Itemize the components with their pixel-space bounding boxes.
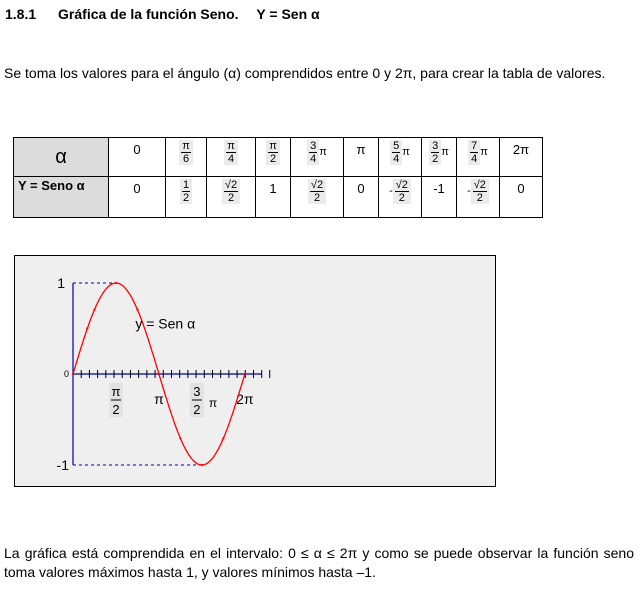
- y-cell-numerator: √2: [395, 179, 408, 191]
- y-header: Y = Seno α: [14, 177, 109, 218]
- alpha-cell-numerator: π: [227, 140, 235, 152]
- y-cell-numerator: √2: [224, 179, 238, 191]
- y-tick-label: 0: [63, 369, 69, 379]
- alpha-cell-suffix: π: [319, 146, 327, 158]
- y-cell-text: -1: [433, 181, 445, 196]
- y-cell-text: 0: [357, 181, 365, 196]
- alpha-cell-numerator: π: [269, 140, 277, 152]
- alpha-cell: [109, 138, 166, 177]
- alpha-cell-fraction: [224, 140, 238, 165]
- y-cell-denominator: 2: [476, 192, 483, 204]
- alpha-cell: [166, 138, 207, 177]
- y-cell-numerator: √2: [473, 179, 486, 191]
- conclusion-paragraph: La gráfica está comprendida en el intervalo: 0 ≤ α ≤ 2π y como se puede observar la función seno toma valores máximos hasta 1, y valores mínimos hasta –1.: [4, 545, 634, 580]
- alpha-cell-denominator: 2: [432, 153, 439, 165]
- alpha-cell-denominator: 4: [310, 153, 317, 165]
- alpha-cell-suffix: π: [402, 146, 410, 158]
- y-tick-label: 1: [57, 275, 65, 291]
- section-heading: [5, 6, 320, 22]
- values-table: [13, 137, 543, 218]
- y-cell: [207, 177, 256, 218]
- alpha-cell-numerator: 3: [310, 140, 317, 152]
- sine-data-point: [244, 373, 246, 375]
- y-cell: [109, 177, 166, 218]
- sine-data-point: [222, 437, 224, 439]
- sine-data-point: [115, 282, 117, 284]
- alpha-cell-fraction: [468, 140, 480, 165]
- alpha-cell-numerator: π: [182, 140, 190, 152]
- alpha-row: [14, 138, 543, 177]
- sine-data-point: [72, 373, 74, 375]
- alpha-cell-suffix: π: [441, 146, 449, 158]
- alpha-cell: [344, 138, 379, 177]
- x-tick-label: π: [154, 391, 164, 407]
- y-cell: [457, 177, 500, 218]
- y-cell: [256, 177, 291, 218]
- section-title: Gráfica de la función Seno.: [58, 6, 239, 22]
- sine-data-point: [201, 464, 203, 466]
- sine-data-point: [93, 308, 95, 310]
- x-tick-label: 2π: [236, 391, 254, 407]
- y-row: [14, 177, 543, 218]
- alpha-cell-text: 0: [133, 142, 141, 157]
- alpha-cell-denominator: 4: [471, 153, 478, 165]
- y-cell-prefix: -: [467, 185, 471, 197]
- y-cell: [291, 177, 344, 218]
- y-cell-numerator: 1: [182, 179, 190, 191]
- alpha-cell: [422, 138, 457, 177]
- y-cell: [166, 177, 207, 218]
- y-cell-fraction: [308, 179, 326, 204]
- curve-annotation: y = Sen α: [135, 315, 196, 332]
- alpha-cell-text: 2π: [512, 142, 530, 157]
- y-cell-text: 0: [133, 181, 141, 196]
- y-cell: [422, 177, 457, 218]
- alpha-cell-fraction: [429, 140, 441, 165]
- alpha-cell-numerator: 5: [393, 140, 400, 152]
- alpha-cell: [207, 138, 256, 177]
- intro-paragraph: Se toma los valores para el ángulo (α) comprendidos entre 0 y 2π, para crear la tabla de valores.: [4, 65, 606, 81]
- y-cell-denominator: 2: [182, 192, 190, 204]
- x-tick-numerator: 3: [193, 384, 201, 399]
- y-cell-fraction: [393, 179, 411, 204]
- y-cell-text: 1: [269, 181, 277, 196]
- alpha-cell-fraction: [307, 140, 319, 165]
- y-cell-denominator: 2: [398, 192, 405, 204]
- y-cell-numerator: √2: [310, 179, 324, 191]
- alpha-cell-fraction: [266, 140, 280, 165]
- alpha-cell-numerator: 3: [432, 140, 439, 152]
- alpha-cell-fraction: [179, 140, 193, 165]
- sine-data-point: [158, 373, 160, 375]
- y-tick-label: -1: [56, 457, 69, 473]
- y-cell-prefix: -: [389, 185, 393, 197]
- alpha-cell-denominator: 2: [269, 153, 277, 165]
- y-cell: [500, 177, 543, 218]
- x-tick-numerator: π: [111, 384, 121, 399]
- y-cell-fraction: [180, 179, 192, 204]
- alpha-cell-fraction: [390, 140, 402, 165]
- y-cell: [344, 177, 379, 218]
- alpha-cell: [379, 138, 422, 177]
- alpha-cell: [256, 138, 291, 177]
- x-tick-denominator: 2: [193, 402, 201, 417]
- alpha-cell-denominator: 6: [182, 153, 190, 165]
- y-cell-denominator: 2: [313, 192, 321, 204]
- alpha-cell-denominator: 4: [393, 153, 400, 165]
- alpha-cell-numerator: 7: [471, 140, 478, 152]
- alpha-cell: [500, 138, 543, 177]
- alpha-cell-text: π: [356, 142, 366, 157]
- alpha-cell-denominator: 4: [227, 153, 235, 165]
- y-cell-text: 0: [517, 181, 525, 196]
- alpha-cell: [291, 138, 344, 177]
- sine-graph: [14, 255, 496, 487]
- alpha-cell-suffix: π: [480, 146, 488, 158]
- y-cell: [379, 177, 422, 218]
- section-equation: Y = Sen α: [256, 6, 320, 22]
- sine-data-point: [136, 308, 138, 310]
- x-tick-denominator: 2: [112, 402, 120, 417]
- y-cell-denominator: 2: [227, 192, 235, 204]
- alpha-cell: [457, 138, 500, 177]
- x-tick-suffix: π: [208, 396, 218, 410]
- section-number: 1.8.1: [5, 6, 37, 22]
- sine-data-point: [179, 437, 181, 439]
- sine-data-point: [86, 327, 88, 329]
- y-cell-fraction: [222, 179, 240, 204]
- y-cell-fraction: [471, 179, 489, 204]
- sine-chart-svg: [15, 256, 495, 486]
- alpha-header: α: [14, 138, 109, 177]
